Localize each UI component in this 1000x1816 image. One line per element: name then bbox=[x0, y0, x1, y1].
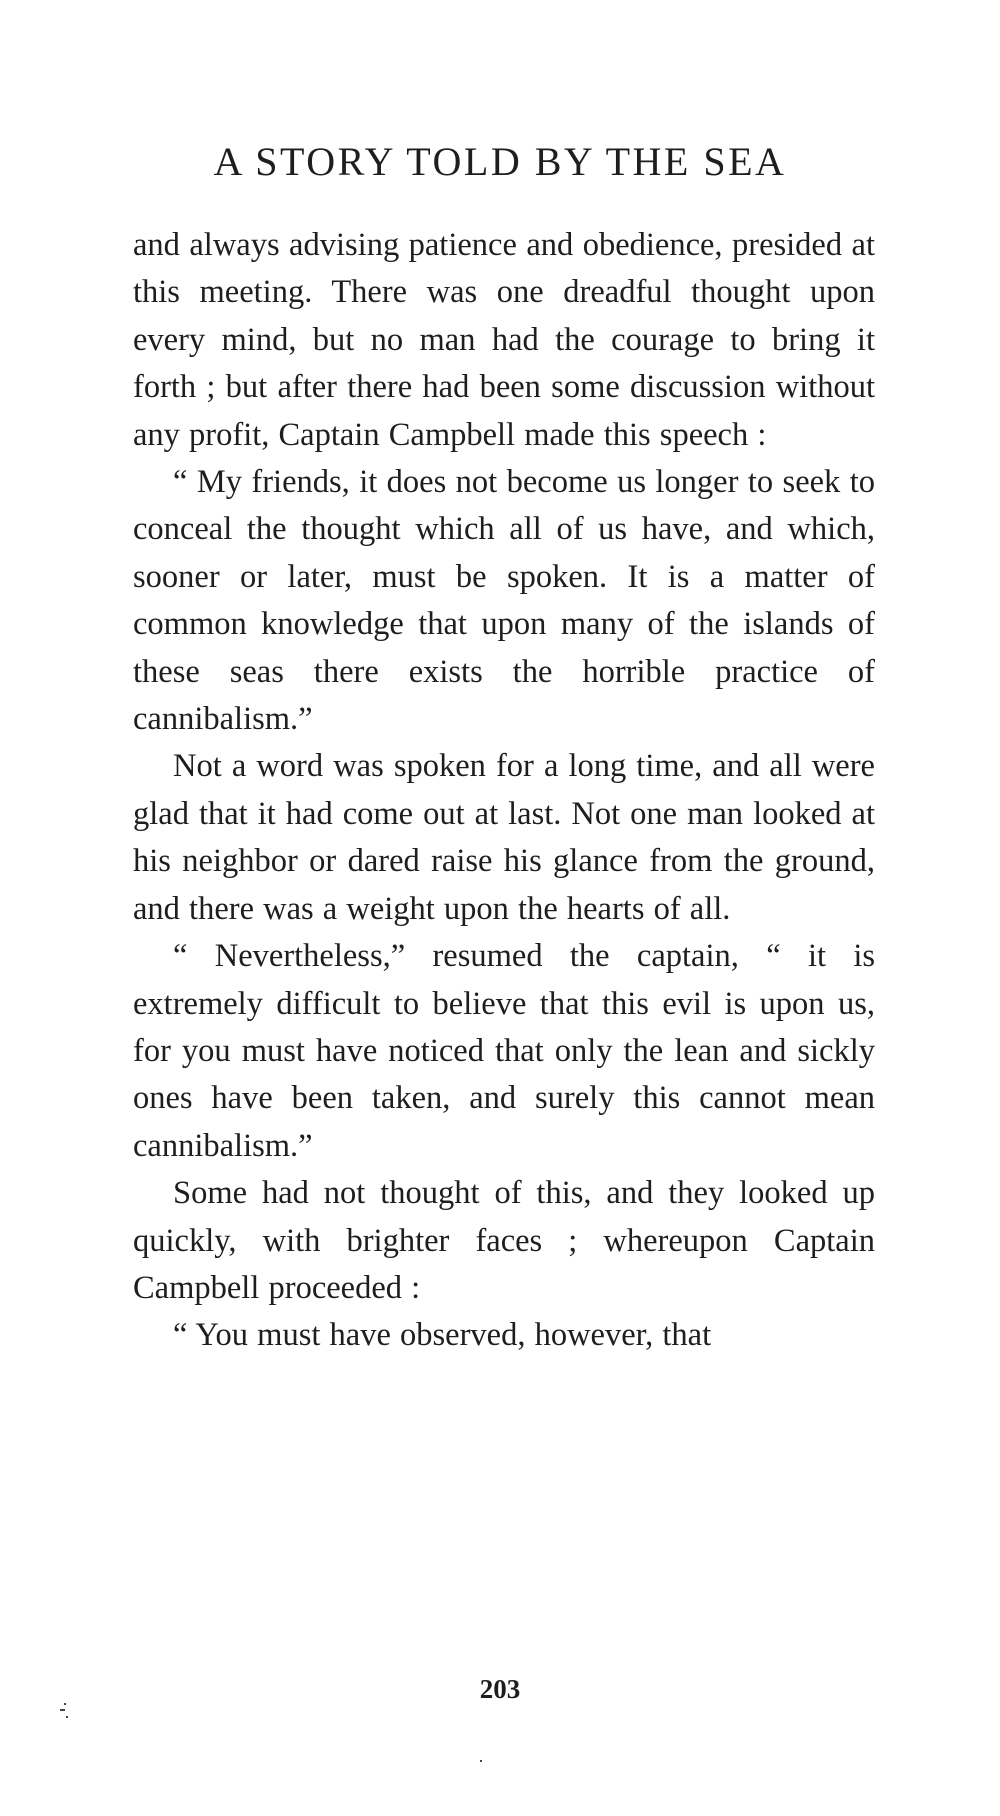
scan-speck bbox=[64, 1703, 66, 1705]
paragraph: “ Nevertheless,” resumed the captain, “ it is extremely difficult to believe that this evil is upon us, for you must have noticed that only the lean and sickly ones have been taken, and surely this cannot mean cannibalism.” bbox=[133, 938, 875, 1164]
scan-speck bbox=[66, 1716, 68, 1718]
scan-speck bbox=[60, 1709, 65, 1711]
paragraph-continued: and always advising patience and obedience, presided at this meeting. There was one dreadful thought upon every mind, but no man had the courage to bring it forth ; but after there had been some discussion without any profit, Captain Campbell made this speech : bbox=[133, 227, 875, 453]
body-text bbox=[133, 222, 875, 1360]
paragraph: “ My friends, it does not become us longer to seek to conceal the thought which all of us have, and which, sooner or later, must be spoken. It is a matter of common knowledge that upon many of the islands of these seas there exists the horrible practice of cannibalism.” bbox=[133, 464, 875, 738]
running-title: A STORY TOLD BY THE SEA bbox=[213, 139, 787, 184]
paragraph-continues: “ You must have observed, however, that bbox=[173, 1317, 712, 1354]
scan-speck bbox=[480, 1760, 482, 1762]
paragraph: Some had not thought of this, and they looked up quickly, with brighter faces ; whereupon Captain Campbell proceeded : bbox=[133, 1175, 875, 1306]
paragraph: Not a word was spoken for a long time, and all were glad that it had come out at last. Not one man looked at his neighbor or dared raise his glance from the ground, and there was a weight upon the hearts of all. bbox=[133, 748, 875, 927]
page-number: 203 bbox=[479, 1674, 521, 1704]
